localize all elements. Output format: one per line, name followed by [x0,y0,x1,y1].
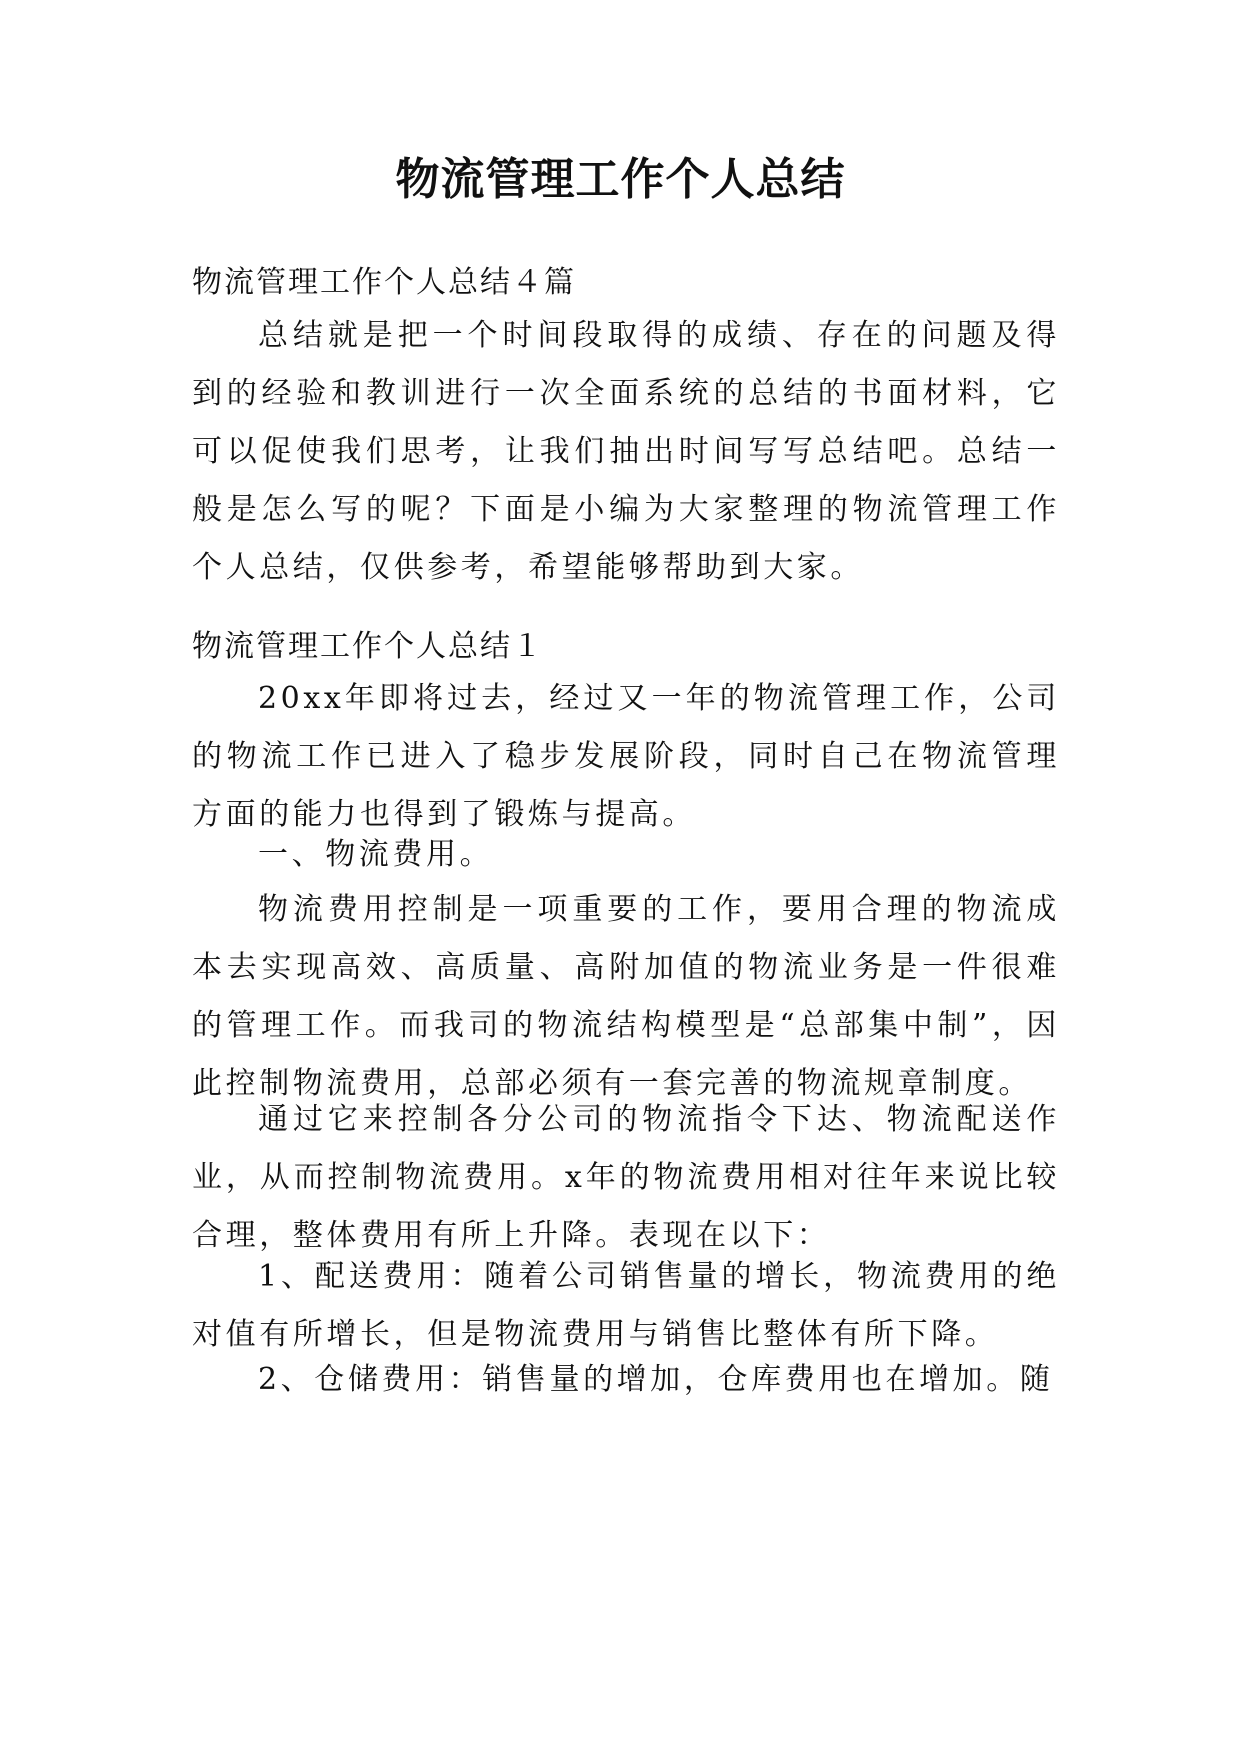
paragraph-1: 20xx年即将过去，经过又一年的物流管理工作，公司的物流工作已进入了稳步发展阶段，同时自己在物流管理方面的能力也得到了锻炼与提高。 [192,681,1060,832]
intro-paragraph: 总结就是把一个时间段取得的成绩、存在的问题及得到的经验和教训进行一次全面系统的总结的书面材料，它可以促使我们思考，让我们抽出时间写写总结吧。总结一般是怎么写的呢？下面是小编为大家整理的物流管理工作个人总结，仅供参考，希望能够帮助到大家。 [192,318,1060,585]
paragraph-3: 物流费用控制是一项重要的工作，要用合理的物流成本去实现高效、高质量、高附加值的物流业务是一件很难的管理工作。而我司的物流结构模型是“总部集中制”，因此控制物流费用，总部必须有一套完善的物流规章制度。 [192,892,1060,1101]
document-subtitle: 物流管理工作个人总结４篇 [192,265,576,300]
paragraph-6: 2、仓储费用：销售量的增加，仓库费用也在增加。随 [258,1362,1054,1397]
paragraph-5: 1、配送费用：随着公司销售量的增长，物流费用的绝对值有所增长，但是物流费用与销售比整体有所下降。 [192,1259,1060,1352]
paragraph-2-heading: 一、物流费用。 [258,837,494,872]
paragraph-4: 通过它来控制各分公司的物流指令下达、物流配送作业，从而控制物流费用。x年的物流费用相对往年来说比较合理，整体费用有所上升降。表现在以下： [192,1102,1060,1253]
document-title: 物流管理工作个人总结 [395,154,846,205]
section-heading-1: 物流管理工作个人总结１ [192,629,544,664]
